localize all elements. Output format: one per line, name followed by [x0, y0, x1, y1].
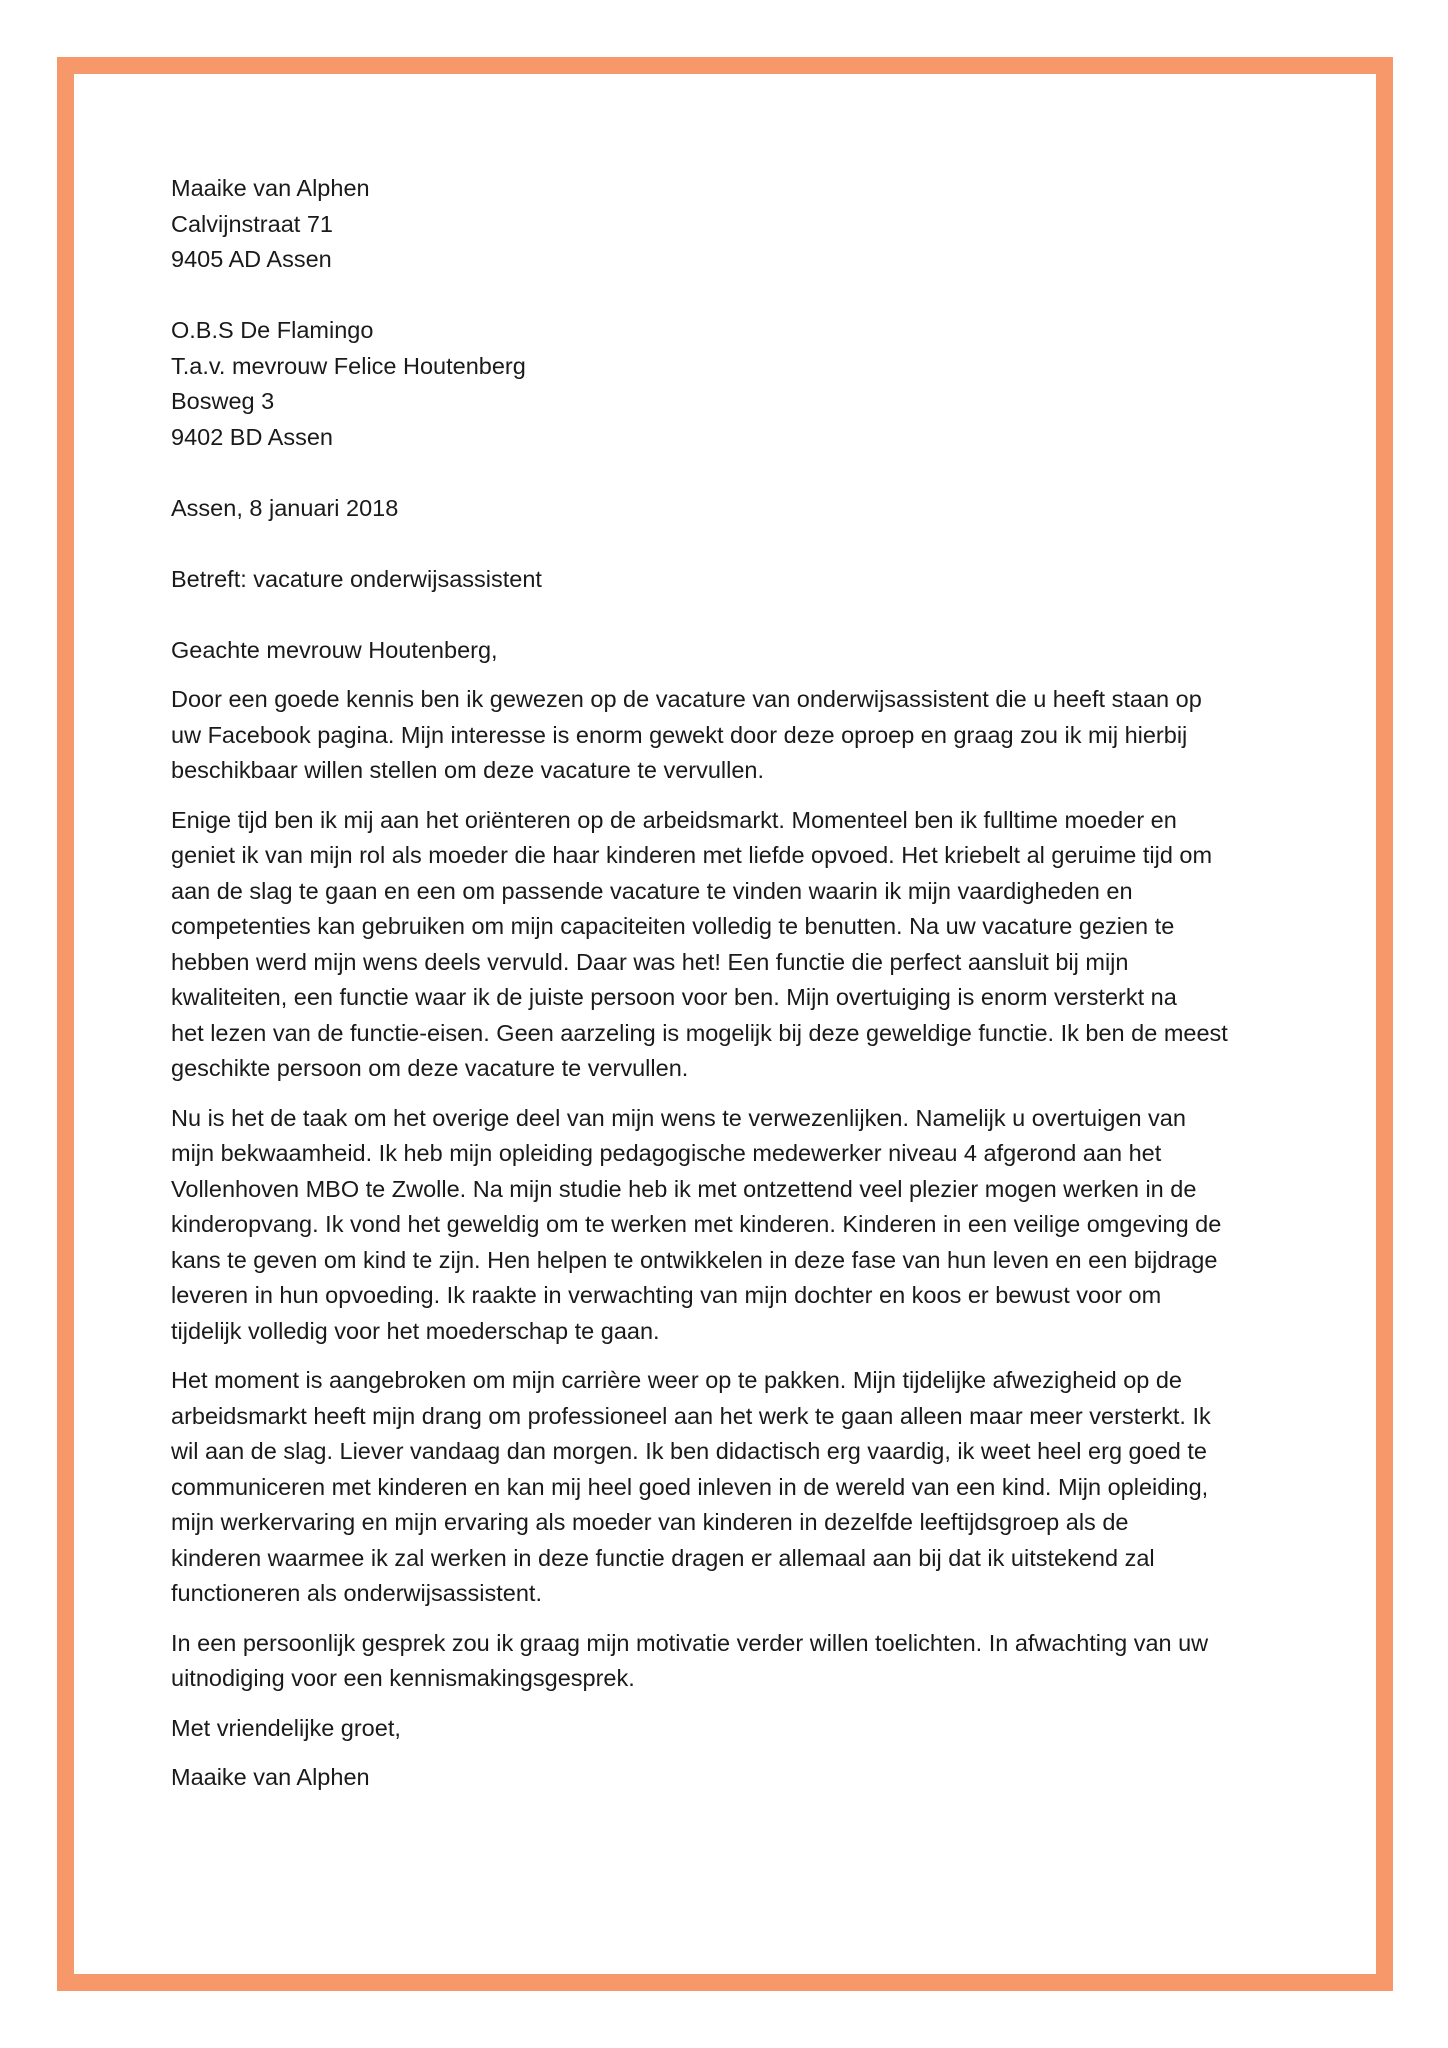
recipient-organisation: O.B.S De Flamingo: [171, 317, 374, 343]
paragraph-line: uitnodiging voor een kennismakingsgesprek.: [171, 1665, 635, 1691]
letter-paragraph: [171, 1626, 1291, 1697]
paragraph-line: In een persoonlijk gesprek zou ik graag mijn motivatie verder willen toelichten. In afwachting van uw: [171, 1629, 1209, 1656]
paragraph-line: communiceren met kinderen en kan mij heel goed inleven in de wereld van een kind. Mijn opleiding,: [171, 1473, 1209, 1500]
paragraph-line: mijn werkervaring en mijn ervaring als moeder van kinderen in dezelfde leeftijdsgroep als de: [171, 1509, 1129, 1535]
letter-body: [171, 171, 1291, 1796]
paragraph-line: kwaliteiten, een functie waar ik de juiste persoon voor ben. Mijn overtuiging is enorm versterkt na: [171, 984, 1177, 1010]
paragraph-line: het lezen van de functie-eisen. Geen aarzeling is mogelijk bij deze geweldige functie. Ik ben de meest: [171, 1019, 1228, 1046]
paragraph-line: aan de slag te gaan en een om passende vacature te vinden waarin ik mijn vaardigheden en: [171, 877, 1133, 904]
sender-address: [171, 171, 1291, 278]
letter-paragraph: [171, 682, 1291, 789]
paragraph-line: wil aan de slag. Liever vandaag dan morgen. Ik ben didactisch erg vaardig, ik weet heel erg goed te: [171, 1438, 1207, 1464]
paragraph-line: Enige tijd ben ik mij aan het oriënteren op de arbeidsmarkt. Momenteel ben ik fulltime moeder en: [171, 806, 1177, 833]
paragraph-line: leveren in hun opvoeding. Ik raakte in verwachting van mijn dochter en koos er bewust voor om: [171, 1282, 1162, 1308]
paragraph-line: mijn bekwaamheid. Ik heb mijn opleiding pedagogische medewerker niveau 4 afgerond aan het: [171, 1140, 1162, 1166]
sender-street: Calvijnstraat 71: [171, 210, 333, 237]
paragraph-line: Vollenhoven MBO te Zwolle. Na mijn studie heb ik met ontzettend veel plezier mogen werken in de: [171, 1175, 1197, 1202]
place-date: Assen, 8 januari 2018: [171, 494, 399, 521]
recipient-attention: T.a.v. mevrouw Felice Houtenberg: [171, 352, 526, 379]
recipient-postal-city: 9402 BD Assen: [171, 423, 333, 450]
signature: Maaike van Alphen: [171, 1764, 370, 1790]
closing: Met vriendelijke groet,: [171, 1714, 401, 1741]
sender-postal-city: 9405 AD Assen: [171, 246, 332, 272]
paragraph-line: Het moment is aangebroken om mijn carrière weer op te pakken. Mijn tijdelijke afwezigheid op de: [171, 1367, 1183, 1393]
paragraph-line: beschikbaar willen stellen om deze vacature te vervullen.: [171, 757, 765, 783]
paragraph-line: kans te geven om kind te zijn. Hen helpen te ontwikkelen in deze fase van hun leven en een bijdrage: [171, 1246, 1218, 1273]
paragraph-line: geschikte persoon om deze vacature te vervullen.: [171, 1055, 689, 1081]
paragraph-line: uw Facebook pagina. Mijn interesse is enorm gewekt door deze oproep en graag zou ik mij hierbij: [171, 721, 1188, 748]
paragraph-line: Door een goede kennis ben ik gewezen op de vacature van onderwijsassistent die u heeft staan op: [171, 686, 1202, 712]
paragraph-line: competenties kan gebruiken om mijn capaciteiten volledig te benutten. Na uw vacature gezien te: [171, 913, 1175, 939]
salutation: Geachte mevrouw Houtenberg,: [171, 636, 498, 663]
paragraph-line: arbeidsmarkt heeft mijn drang om professioneel aan het werk te gaan alleen maar meer versterkt. Ik: [171, 1402, 1211, 1429]
paragraph-line: kinderopvang. Ik vond het geweldig om te werken met kinderen. Kinderen in een veilige omgeving de: [171, 1211, 1222, 1237]
letter-paragraph: [171, 1101, 1291, 1350]
letter-paragraph: [171, 1363, 1291, 1612]
letter-paragraphs: [171, 682, 1291, 1711]
paragraph-line: geniet ik van mijn rol als moeder die haar kinderen met liefde opvoed. Het kriebelt al geruime tijd om: [171, 842, 1213, 868]
sender-name: Maaike van Alphen: [171, 175, 370, 201]
recipient-address: [171, 313, 1291, 455]
letter-paragraph: [171, 803, 1291, 1087]
paragraph-line: tijdelijk volledig voor het moederschap te gaan.: [171, 1317, 660, 1344]
subject-line: Betreft: vacature onderwijsassistent: [171, 565, 542, 592]
paragraph-line: functioneren als onderwijsassistent.: [171, 1580, 542, 1606]
paragraph-line: Nu is het de taak om het overige deel van mijn wens te verwezenlijken. Namelijk u overtuigen van: [171, 1104, 1186, 1131]
paragraph-line: kinderen waarmee ik zal werken in deze functie dragen er allemaal aan bij dat ik uitstekend zal: [171, 1544, 1155, 1571]
recipient-street: Bosweg 3: [171, 388, 275, 414]
paragraph-line: hebben werd mijn wens deels vervuld. Daar was het! Een functie die perfect aansluit bij mijn: [171, 948, 1129, 975]
